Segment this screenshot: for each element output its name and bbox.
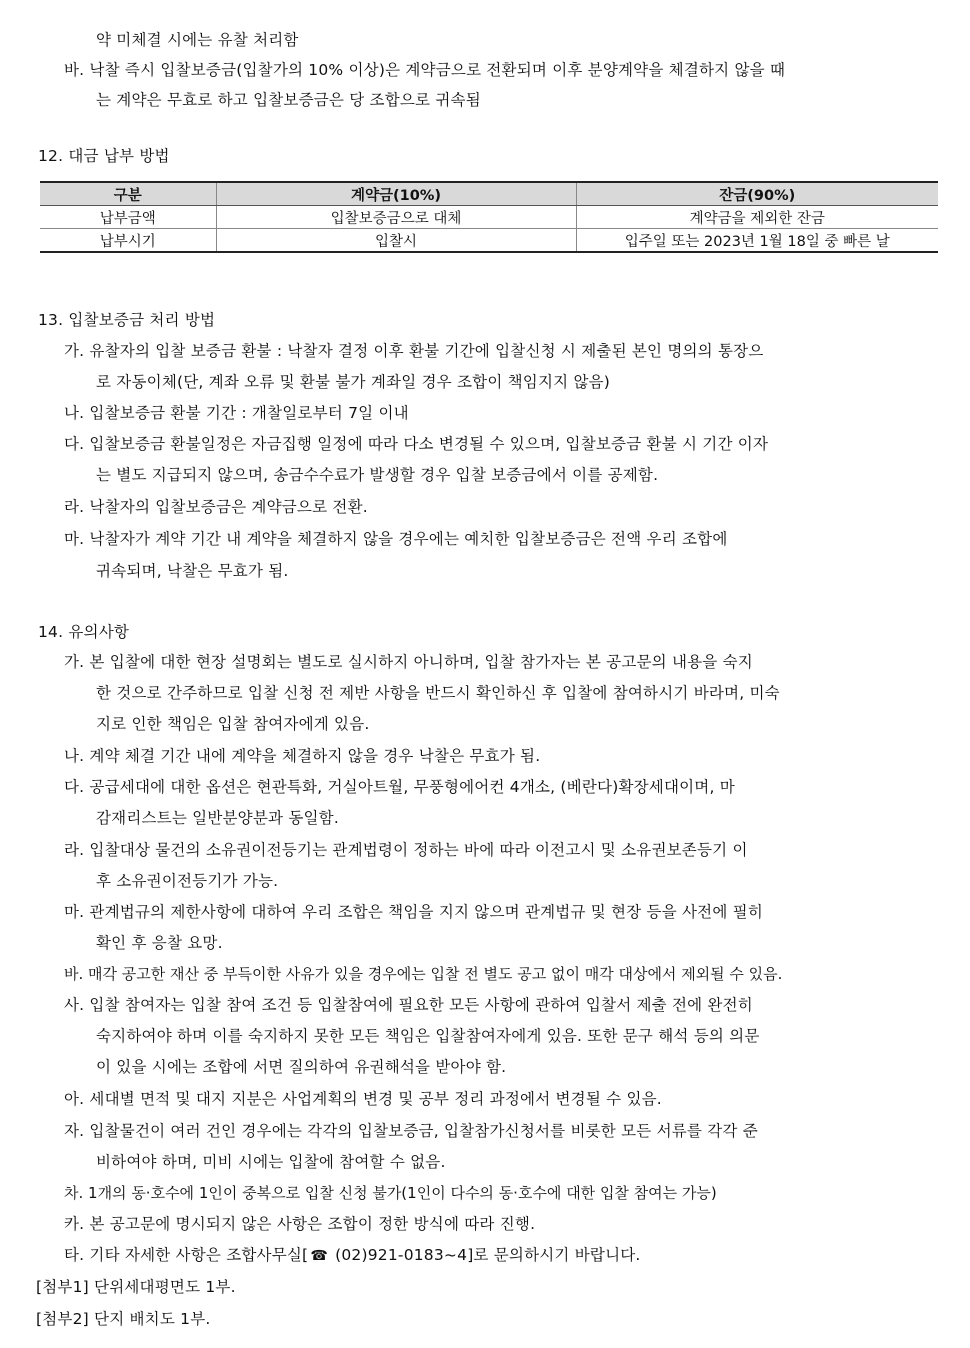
list-item: 나. 계약 체결 기간 내에 계약을 체결하지 않을 경우 낙찰은 무효가 됨.: [64, 747, 541, 765]
attachment-item: [첨부2] 단지 배치도 1부.: [36, 1310, 211, 1328]
list-item-continuation: 숙지하여야 하며 이를 숙지하지 못한 모든 책임은 입찰참여자에게 있음. 또한 문구 해석 등의 의문: [96, 1027, 760, 1045]
text-line: 바. 낙찰 즉시 입찰보증금(입찰가의 10% 이상)은 계약금으로 전환되며 이후 분양계약을 체결하지 않을 때: [64, 61, 786, 79]
list-item: 다. 공급세대에 대한 옵션은 현관특화, 거실아트월, 무풍형에어컨 4개소, (베란다)확장세대이며, 마: [64, 778, 735, 796]
text-line: 약 미체결 시에는 유찰 처리함: [96, 31, 299, 49]
section-title: 12. 대금 납부 방법: [38, 147, 170, 165]
table-cell: 납부시기: [40, 229, 216, 253]
section-title: 14. 유의사항: [38, 623, 130, 641]
list-item-continuation: 이 있을 시에는 조합에 서면 질의하여 유권해석을 받아야 함.: [96, 1058, 507, 1076]
list-item: 마. 관계법규의 제한사항에 대하여 우리 조합은 책임을 지지 않으며 관계법규 및 현장 등을 사전에 필히: [64, 903, 764, 921]
list-item: 라. 낙찰자의 입찰보증금은 계약금으로 전환.: [64, 498, 368, 516]
contact-text: ]로 문의하시기 바랍니다.: [467, 1246, 641, 1264]
table-row: [40, 229, 938, 253]
list-item-continuation: 는 별도 지급되지 않으며, 송금수수료가 발생할 경우 입찰 보증금에서 이를 공제함.: [96, 466, 659, 484]
section-title: 13. 입찰보증금 처리 방법: [38, 311, 216, 329]
table-header-cell: 잔금(90%): [576, 182, 938, 206]
list-item: 라. 입찰대상 물건의 소유권이전등기는 관계법령이 정하는 바에 따라 이전고시 및 소유권보존등기 이: [64, 841, 748, 859]
table-cell: 입찰시: [216, 229, 576, 253]
list-item: 카. 본 공고문에 명시되지 않은 사항은 조합이 정한 방식에 따라 진행.: [64, 1215, 536, 1233]
list-item: 가. 본 입찰에 대한 현장 설명회는 별도로 실시하지 아니하며, 입찰 참가자는 본 공고문의 내용을 숙지: [64, 653, 753, 671]
list-item-continuation: 지로 인한 책임은 입찰 참여자에게 있음.: [96, 715, 370, 733]
list-item: 다. 입찰보증금 환불일정은 자금집행 일정에 따라 다소 변경될 수 있으며, 입찰보증금 환불 시 기간 이자: [64, 435, 769, 453]
list-item-continuation: 감재리스트는 일반분양분과 동일함.: [96, 809, 339, 827]
table-cell: 계약금을 제외한 잔금: [576, 206, 938, 229]
list-item: 나. 입찰보증금 환불 기간 : 개찰일로부터 7일 이내: [64, 404, 409, 422]
table-row: [40, 206, 938, 229]
table-header-cell: 계약금(10%): [216, 182, 576, 206]
table-header-row: [40, 182, 938, 206]
list-item-continuation: 비하여야 하며, 미비 시에는 입찰에 참여할 수 없음.: [96, 1153, 446, 1171]
list-item: 아. 세대별 면적 및 대지 지분은 사업계획의 변경 및 공부 정리 과정에서 변경될 수 있음.: [64, 1090, 662, 1108]
table-cell: 입주일 또는 2023년 1월 18일 중 빠른 날: [576, 229, 938, 253]
table-cell: 입찰보증금으로 대체: [216, 206, 576, 229]
contact-text: 타. 기타 자세한 사항은 조합사무실[: [64, 1246, 309, 1264]
contact-line: [64, 1245, 641, 1266]
list-item-continuation: 한 것으로 간주하므로 입찰 신청 전 제반 사항을 반드시 확인하신 후 입찰에 참여하시기 바라며, 미숙: [96, 684, 780, 702]
list-item-continuation: 로 자동이체(단, 계좌 오류 및 환불 불가 계좌일 경우 조합이 책임지지 않음): [96, 373, 611, 391]
phone-number: (02)921-0183~4: [335, 1246, 468, 1264]
attachment-item: [첨부1] 단위세대평면도 1부.: [36, 1278, 236, 1296]
table-cell: 납부금액: [40, 206, 216, 229]
list-item: 마. 낙찰자가 계약 기간 내 계약을 체결하지 않을 경우에는 예치한 입찰보증금은 전액 우리 조합에: [64, 530, 728, 548]
list-item-continuation: 확인 후 응찰 요망.: [96, 934, 223, 952]
list-item: 자. 입찰물건이 여러 건인 경우에는 각각의 입찰보증금, 입찰참가신청서를 비롯한 모든 서류를 각각 준: [64, 1122, 758, 1140]
list-item: 바. 매각 공고한 재산 중 부득이한 사유가 있을 경우에는 입찰 전 별도 공고 없이 매각 대상에서 제외될 수 있음.: [64, 965, 783, 983]
list-item: 사. 입찰 참여자는 입찰 참여 조건 등 입찰참여에 필요한 모든 사항에 관하여 입찰서 제출 전에 완전히: [64, 996, 753, 1014]
text-line: 는 계약은 무효로 하고 입찰보증금은 당 조합으로 귀속됨: [96, 91, 481, 109]
phone-icon: ☎: [310, 1248, 328, 1264]
list-item-continuation: 귀속되며, 낙찰은 무효가 됨.: [96, 562, 289, 580]
list-item: 가. 유찰자의 입찰 보증금 환불 : 낙찰자 결정 이후 환불 기간에 입찰신청 시 제출된 본인 명의의 통장으: [64, 342, 764, 360]
payment-table: [40, 181, 938, 253]
list-item-continuation: 후 소유권이전등기가 가능.: [96, 872, 279, 890]
table-header-cell: 구분: [40, 182, 216, 206]
list-item: 차. 1개의 동·호수에 1인이 중복으로 입찰 신청 불가(1인이 다수의 동·호수에 대한 입찰 참여는 가능): [64, 1184, 717, 1202]
